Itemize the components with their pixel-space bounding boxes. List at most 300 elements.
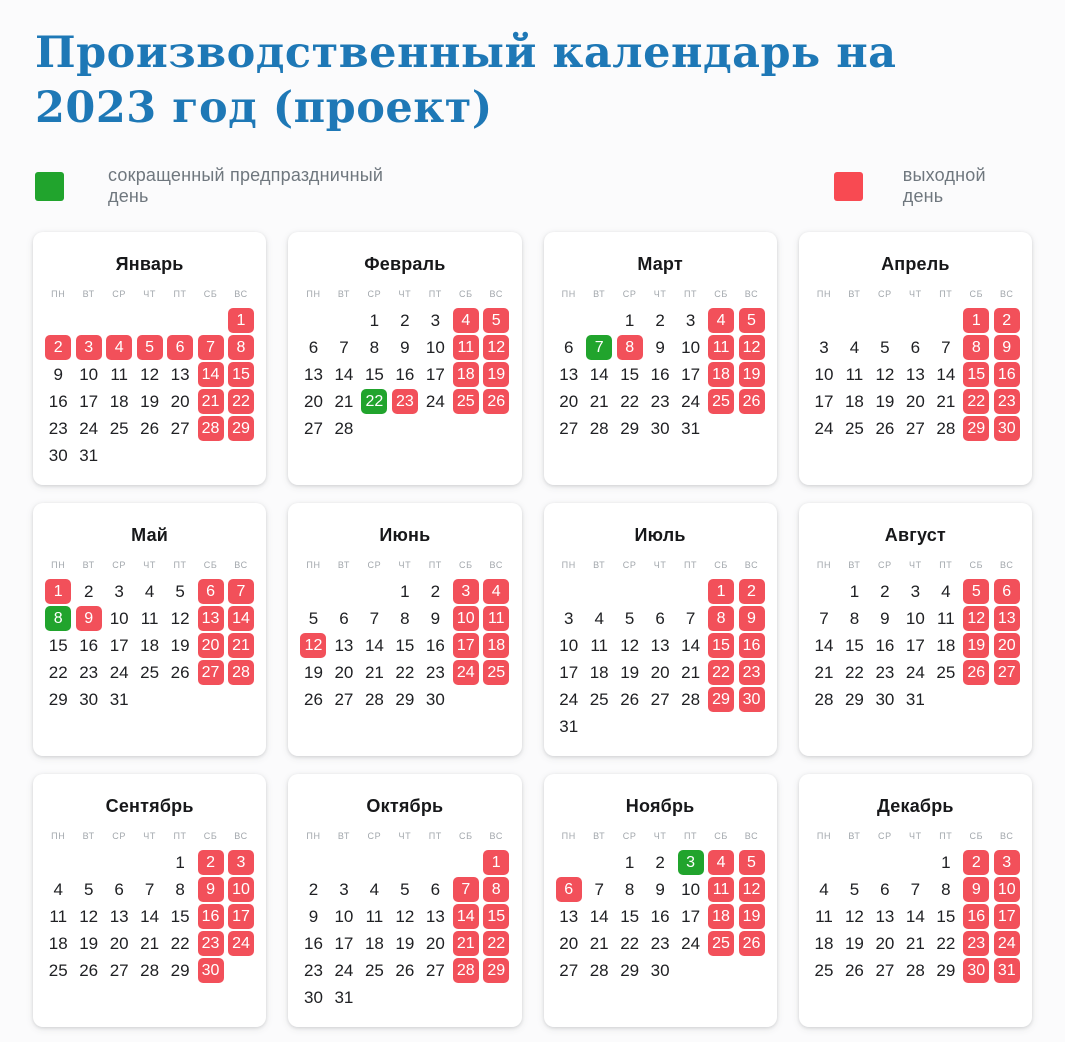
weekday-label: ВС bbox=[744, 560, 759, 571]
weekday-label: ПТ bbox=[939, 289, 953, 300]
day-off-cell: 8 bbox=[228, 335, 254, 360]
day-cell: 2 bbox=[880, 582, 890, 602]
day-cell: 2 bbox=[655, 311, 665, 331]
day-off-cell: 4 bbox=[708, 308, 734, 333]
day-off-cell: 7 bbox=[228, 579, 254, 604]
day-off-cell: 9 bbox=[963, 877, 989, 902]
day-cell: 6 bbox=[880, 880, 890, 900]
day-cell: 19 bbox=[395, 934, 415, 954]
day-off-cell: 6 bbox=[556, 877, 582, 902]
day-cell: 20 bbox=[109, 934, 129, 954]
weekday-label: ПТ bbox=[428, 289, 442, 300]
day-off-cell: 3 bbox=[453, 579, 479, 604]
day-off-cell: 8 bbox=[483, 877, 509, 902]
day-cell: 27 bbox=[109, 961, 129, 981]
weekday-label: ВС bbox=[489, 560, 503, 571]
weekday-label: ВТ bbox=[593, 560, 606, 571]
day-cell: 22 bbox=[620, 392, 640, 412]
day-cell: 17 bbox=[905, 636, 925, 656]
day-cell: 15 bbox=[936, 907, 956, 927]
day-off-cell: 19 bbox=[739, 904, 765, 929]
day-cell: 21 bbox=[140, 934, 160, 954]
month-card-4 bbox=[799, 232, 1032, 485]
day-cell: 5 bbox=[308, 609, 319, 629]
day-cell: 21 bbox=[589, 934, 609, 954]
day-off-cell: 25 bbox=[708, 931, 734, 956]
day-cell: 19 bbox=[140, 392, 160, 412]
days-grid bbox=[809, 578, 1022, 713]
weekday-label: ПТ bbox=[683, 831, 698, 842]
day-cell: 11 bbox=[365, 907, 384, 927]
weekday-header bbox=[809, 831, 1022, 841]
weekday-label: СБ bbox=[969, 560, 984, 571]
day-cell: 12 bbox=[875, 365, 895, 385]
weekday-header bbox=[298, 560, 511, 570]
day-off-cell: 4 bbox=[483, 579, 509, 604]
day-cell: 27 bbox=[559, 419, 579, 439]
month-title: Сентябрь bbox=[105, 796, 194, 817]
day-cell: 1 bbox=[849, 582, 860, 602]
day-off-cell: 21 bbox=[228, 633, 254, 658]
days-grid bbox=[43, 307, 256, 469]
day-cell: 15 bbox=[48, 636, 68, 656]
month-title: Август bbox=[884, 525, 946, 546]
day-off-cell: 27 bbox=[994, 660, 1020, 685]
weekday-label: ПН bbox=[306, 289, 321, 300]
day-cell: 14 bbox=[589, 365, 609, 385]
day-cell: 14 bbox=[681, 636, 701, 656]
day-off-cell: 18 bbox=[453, 362, 479, 387]
day-off-cell: 29 bbox=[483, 958, 509, 983]
day-cell: 31 bbox=[559, 717, 579, 737]
weekday-header bbox=[43, 560, 256, 570]
weekday-label: ЧТ bbox=[909, 560, 922, 571]
day-cell: 18 bbox=[814, 934, 834, 954]
day-off-cell: 29 bbox=[228, 416, 254, 441]
day-cell: 14 bbox=[936, 365, 956, 385]
day-cell: 7 bbox=[941, 338, 951, 358]
day-cell: 3 bbox=[430, 311, 441, 331]
day-off-cell: 12 bbox=[739, 335, 765, 360]
month-card-7 bbox=[544, 503, 777, 756]
day-off-cell: 15 bbox=[708, 633, 734, 658]
day-off-cell: 3 bbox=[994, 850, 1020, 875]
month-card-10 bbox=[288, 774, 521, 1027]
day-cell: 13 bbox=[304, 365, 323, 385]
month-title: Ноябрь bbox=[625, 796, 695, 817]
day-off-cell: 3 bbox=[228, 850, 254, 875]
weekday-label: СР bbox=[622, 289, 637, 300]
day-off-cell: 5 bbox=[739, 308, 765, 333]
weekday-label: ВС bbox=[1000, 560, 1014, 571]
weekday-label: СБ bbox=[203, 831, 218, 842]
day-off-cell: 25 bbox=[483, 660, 509, 685]
day-cell: 29 bbox=[844, 690, 864, 710]
day-off-cell: 9 bbox=[198, 877, 224, 902]
day-cell: 27 bbox=[334, 690, 354, 710]
day-cell: 17 bbox=[79, 392, 99, 412]
day-cell: 11 bbox=[140, 609, 159, 629]
weekday-label: ПН bbox=[816, 560, 832, 571]
day-off-cell: 16 bbox=[994, 362, 1020, 387]
month-card-11 bbox=[544, 774, 777, 1027]
day-cell: 29 bbox=[48, 690, 68, 710]
day-cell: 28 bbox=[140, 961, 160, 981]
day-cell: 26 bbox=[844, 961, 864, 981]
day-cell: 21 bbox=[814, 663, 834, 683]
short-day-cell: 3 bbox=[678, 850, 704, 875]
day-cell: 6 bbox=[114, 880, 124, 900]
weekday-label: ПН bbox=[51, 289, 66, 300]
weekday-label: СР bbox=[622, 831, 637, 842]
weekday-label: ПТ bbox=[683, 289, 698, 300]
legend bbox=[0, 165, 1065, 207]
day-cell: 26 bbox=[140, 419, 160, 439]
weekday-header bbox=[554, 831, 767, 841]
day-cell: 21 bbox=[334, 392, 354, 412]
day-cell: 6 bbox=[563, 338, 574, 358]
month-card-12 bbox=[799, 774, 1032, 1027]
day-cell: 8 bbox=[400, 609, 410, 629]
day-off-cell: 20 bbox=[198, 633, 224, 658]
day-cell: 8 bbox=[941, 880, 951, 900]
weekday-label: СБ bbox=[458, 560, 473, 571]
month-card-9 bbox=[33, 774, 266, 1027]
day-cell: 10 bbox=[425, 338, 445, 358]
day-cell: 23 bbox=[79, 663, 99, 683]
day-off-cell: 15 bbox=[228, 362, 254, 387]
day-cell: 28 bbox=[589, 961, 609, 981]
day-cell: 10 bbox=[905, 609, 925, 629]
day-off-cell: 2 bbox=[198, 850, 224, 875]
day-off-cell: 16 bbox=[963, 904, 989, 929]
day-cell: 1 bbox=[624, 853, 635, 873]
day-cell: 19 bbox=[875, 392, 895, 412]
day-cell: 25 bbox=[48, 961, 68, 981]
short-day-cell: 7 bbox=[586, 335, 612, 360]
day-cell: 15 bbox=[170, 907, 190, 927]
day-off-cell: 20 bbox=[994, 633, 1020, 658]
weekday-header bbox=[43, 289, 256, 299]
weekday-label: ВТ bbox=[82, 831, 95, 842]
day-cell: 2 bbox=[400, 311, 410, 331]
day-cell: 25 bbox=[364, 961, 384, 981]
day-cell: 17 bbox=[814, 392, 834, 412]
day-off-cell: 19 bbox=[963, 633, 989, 658]
day-off-cell: 18 bbox=[708, 362, 734, 387]
day-off-cell: 19 bbox=[483, 362, 509, 387]
days-grid bbox=[554, 307, 767, 442]
day-off-cell: 16 bbox=[198, 904, 224, 929]
day-off-cell: 29 bbox=[963, 416, 989, 441]
weekday-label: СР bbox=[367, 289, 382, 300]
day-cell: 23 bbox=[650, 392, 670, 412]
day-cell: 27 bbox=[304, 419, 323, 439]
legend-label-short-preholiday-day: сокращенный предпраздничный день bbox=[108, 165, 384, 207]
day-cell: 16 bbox=[79, 636, 99, 656]
day-off-cell: 11 bbox=[708, 877, 734, 902]
day-cell: 27 bbox=[905, 419, 925, 439]
weekday-label: ВС bbox=[489, 831, 503, 842]
day-off-cell: 5 bbox=[137, 335, 163, 360]
weekday-label: ПН bbox=[561, 560, 576, 571]
month-card-5 bbox=[33, 503, 266, 756]
weekday-label: ЧТ bbox=[653, 289, 667, 300]
day-off-cell: 7 bbox=[198, 335, 224, 360]
day-off-cell: 11 bbox=[483, 606, 509, 631]
day-cell: 30 bbox=[79, 690, 99, 710]
weekday-label: СР bbox=[112, 560, 126, 571]
day-cell: 17 bbox=[559, 663, 579, 683]
month-card-6 bbox=[288, 503, 521, 756]
day-off-cell: 21 bbox=[453, 931, 479, 956]
weekday-label: СР bbox=[112, 831, 126, 842]
day-cell: 24 bbox=[109, 663, 129, 683]
day-cell: 24 bbox=[681, 392, 701, 412]
day-cell: 13 bbox=[905, 365, 925, 385]
day-cell: 2 bbox=[430, 582, 441, 602]
day-cell: 12 bbox=[844, 907, 864, 927]
day-cell: 23 bbox=[650, 934, 670, 954]
day-cell: 18 bbox=[109, 392, 129, 412]
day-cell: 19 bbox=[620, 663, 640, 683]
month-card-3 bbox=[544, 232, 777, 485]
day-cell: 26 bbox=[395, 961, 415, 981]
day-cell: 6 bbox=[430, 880, 441, 900]
day-off-cell: 12 bbox=[963, 606, 989, 631]
weekday-label: СР bbox=[367, 831, 382, 842]
day-off-cell: 23 bbox=[994, 389, 1020, 414]
day-cell: 20 bbox=[425, 934, 445, 954]
short-day-cell: 8 bbox=[45, 606, 71, 631]
day-cell: 8 bbox=[849, 609, 860, 629]
day-cell: 13 bbox=[109, 907, 129, 927]
day-off-cell: 2 bbox=[994, 308, 1020, 333]
day-off-cell: 17 bbox=[228, 904, 254, 929]
day-cell: 23 bbox=[425, 663, 445, 683]
day-cell: 22 bbox=[48, 663, 68, 683]
day-cell: 21 bbox=[681, 663, 701, 683]
weekday-label: ВТ bbox=[848, 289, 861, 300]
day-cell: 11 bbox=[49, 907, 68, 927]
day-off-cell: 11 bbox=[708, 335, 734, 360]
day-cell: 17 bbox=[109, 636, 129, 656]
day-cell: 26 bbox=[620, 690, 640, 710]
day-cell: 2 bbox=[83, 582, 94, 602]
weekday-label: ВТ bbox=[337, 831, 350, 842]
weekday-label: ПН bbox=[51, 831, 66, 842]
day-cell: 12 bbox=[620, 636, 640, 656]
day-cell: 7 bbox=[685, 609, 696, 629]
day-cell: 15 bbox=[620, 907, 640, 927]
day-cell: 3 bbox=[563, 609, 574, 629]
day-cell: 25 bbox=[140, 663, 160, 683]
day-cell: 4 bbox=[369, 880, 380, 900]
day-cell: 8 bbox=[175, 880, 185, 900]
day-cell: 31 bbox=[109, 690, 129, 710]
day-cell: 17 bbox=[334, 934, 354, 954]
day-cell: 6 bbox=[655, 609, 665, 629]
day-cell: 20 bbox=[559, 392, 579, 412]
day-cell: 27 bbox=[170, 419, 190, 439]
day-cell: 24 bbox=[905, 663, 925, 683]
day-cell: 18 bbox=[844, 392, 864, 412]
day-cell: 5 bbox=[880, 338, 890, 358]
day-off-cell: 22 bbox=[708, 660, 734, 685]
day-off-cell: 26 bbox=[963, 660, 989, 685]
day-cell: 13 bbox=[559, 907, 579, 927]
day-off-cell: 23 bbox=[739, 660, 765, 685]
day-off-cell: 8 bbox=[617, 335, 643, 360]
day-cell: 1 bbox=[400, 582, 410, 602]
legend-item-day-off bbox=[834, 165, 1030, 207]
day-cell: 20 bbox=[875, 934, 895, 954]
day-off-cell: 8 bbox=[708, 606, 734, 631]
day-cell: 8 bbox=[369, 338, 380, 358]
day-cell: 29 bbox=[936, 961, 956, 981]
month-title: Март bbox=[637, 254, 683, 275]
day-off-cell: 8 bbox=[963, 335, 989, 360]
day-cell: 13 bbox=[425, 907, 445, 927]
weekday-label: СБ bbox=[714, 831, 728, 842]
day-cell: 27 bbox=[425, 961, 445, 981]
day-cell: 9 bbox=[400, 338, 410, 358]
day-cell: 15 bbox=[844, 636, 864, 656]
day-cell: 6 bbox=[339, 609, 349, 629]
day-off-cell: 21 bbox=[198, 389, 224, 414]
day-cell: 18 bbox=[140, 636, 160, 656]
day-cell: 31 bbox=[334, 988, 354, 1008]
day-off-cell: 11 bbox=[453, 335, 479, 360]
short-day-cell: 22 bbox=[361, 389, 387, 414]
month-title: Январь bbox=[115, 254, 184, 275]
day-cell: 9 bbox=[880, 609, 890, 629]
weekday-label: ВС bbox=[234, 560, 248, 571]
day-off-cell: 22 bbox=[228, 389, 254, 414]
day-off-cell: 6 bbox=[167, 335, 193, 360]
day-off-cell: 7 bbox=[453, 877, 479, 902]
day-off-cell: 18 bbox=[483, 633, 509, 658]
day-cell: 7 bbox=[594, 880, 604, 900]
day-off-cell: 1 bbox=[483, 850, 509, 875]
day-cell: 5 bbox=[624, 609, 635, 629]
day-cell: 18 bbox=[364, 934, 384, 954]
day-cell: 27 bbox=[875, 961, 895, 981]
day-cell: 3 bbox=[685, 311, 696, 331]
day-cell: 11 bbox=[815, 907, 833, 927]
day-cell: 28 bbox=[364, 690, 384, 710]
day-cell: 21 bbox=[589, 392, 609, 412]
day-cell: 7 bbox=[144, 880, 155, 900]
days-grid bbox=[554, 849, 767, 984]
day-cell: 11 bbox=[590, 636, 609, 656]
day-cell: 4 bbox=[53, 880, 63, 900]
day-cell: 25 bbox=[814, 961, 834, 981]
month-title: Декабрь bbox=[877, 796, 954, 817]
day-cell: 29 bbox=[395, 690, 415, 710]
day-off-cell: 1 bbox=[963, 308, 989, 333]
day-off-cell: 1 bbox=[45, 579, 71, 604]
month-title: Октябрь bbox=[366, 796, 444, 817]
day-cell: 15 bbox=[620, 365, 640, 385]
weekday-label: ПТ bbox=[939, 831, 953, 842]
weekday-label: ПН bbox=[51, 560, 66, 571]
day-cell: 1 bbox=[624, 311, 635, 331]
day-cell: 14 bbox=[140, 907, 160, 927]
day-cell: 11 bbox=[845, 365, 864, 385]
page-title: Производственный календарь на 2023 год (проект) bbox=[35, 28, 897, 134]
day-off-cell: 4 bbox=[708, 850, 734, 875]
weekday-header bbox=[298, 831, 511, 841]
day-cell: 18 bbox=[936, 636, 956, 656]
day-off-cell: 29 bbox=[708, 687, 734, 712]
day-off-cell: 31 bbox=[994, 958, 1020, 983]
day-cell: 16 bbox=[425, 636, 445, 656]
day-cell: 19 bbox=[170, 636, 190, 656]
day-cell: 13 bbox=[559, 365, 579, 385]
day-cell: 30 bbox=[304, 988, 323, 1008]
day-cell: 22 bbox=[936, 934, 956, 954]
day-off-cell: 2 bbox=[739, 579, 765, 604]
day-cell: 19 bbox=[304, 663, 323, 683]
weekday-label: ВТ bbox=[593, 289, 606, 300]
day-off-cell: 14 bbox=[228, 606, 254, 631]
day-cell: 17 bbox=[425, 365, 445, 385]
day-cell: 3 bbox=[339, 880, 349, 900]
day-cell: 20 bbox=[304, 392, 323, 412]
day-cell: 7 bbox=[339, 338, 349, 358]
day-cell: 21 bbox=[905, 934, 925, 954]
weekday-label: ВТ bbox=[82, 560, 95, 571]
day-cell: 31 bbox=[681, 419, 701, 439]
day-cell: 10 bbox=[79, 365, 99, 385]
weekday-label: ПН bbox=[816, 289, 832, 300]
day-cell: 12 bbox=[395, 907, 415, 927]
day-cell: 30 bbox=[650, 419, 670, 439]
day-off-cell: 30 bbox=[739, 687, 765, 712]
day-cell: 19 bbox=[844, 934, 864, 954]
weekday-label: ВТ bbox=[337, 289, 350, 300]
day-cell: 21 bbox=[936, 392, 956, 412]
day-cell: 20 bbox=[334, 663, 354, 683]
weekday-label: СБ bbox=[714, 560, 728, 571]
day-cell: 1 bbox=[175, 853, 185, 873]
weekday-label: ЧТ bbox=[909, 289, 922, 300]
day-cell: 31 bbox=[79, 446, 99, 466]
weekday-label: СР bbox=[878, 289, 892, 300]
day-cell: 28 bbox=[905, 961, 925, 981]
weekday-label: ЧТ bbox=[143, 831, 156, 842]
day-off-cell: 18 bbox=[708, 904, 734, 929]
day-off-cell: 14 bbox=[453, 904, 479, 929]
day-cell: 3 bbox=[819, 338, 829, 358]
day-cell: 10 bbox=[681, 880, 701, 900]
day-off-cell: 25 bbox=[708, 389, 734, 414]
day-off-cell: 27 bbox=[198, 660, 224, 685]
day-cell: 8 bbox=[624, 880, 635, 900]
weekday-label: ПН bbox=[561, 831, 576, 842]
day-cell: 29 bbox=[620, 961, 640, 981]
weekday-label: ПТ bbox=[173, 560, 187, 571]
days-grid bbox=[809, 307, 1022, 442]
day-cell: 14 bbox=[589, 907, 609, 927]
month-title: Май bbox=[131, 525, 169, 546]
weekday-header bbox=[554, 560, 767, 570]
month-title: Июль bbox=[634, 525, 686, 546]
day-cell: 25 bbox=[844, 419, 864, 439]
day-cell: 14 bbox=[814, 636, 834, 656]
weekday-label: ВС bbox=[1000, 831, 1014, 842]
